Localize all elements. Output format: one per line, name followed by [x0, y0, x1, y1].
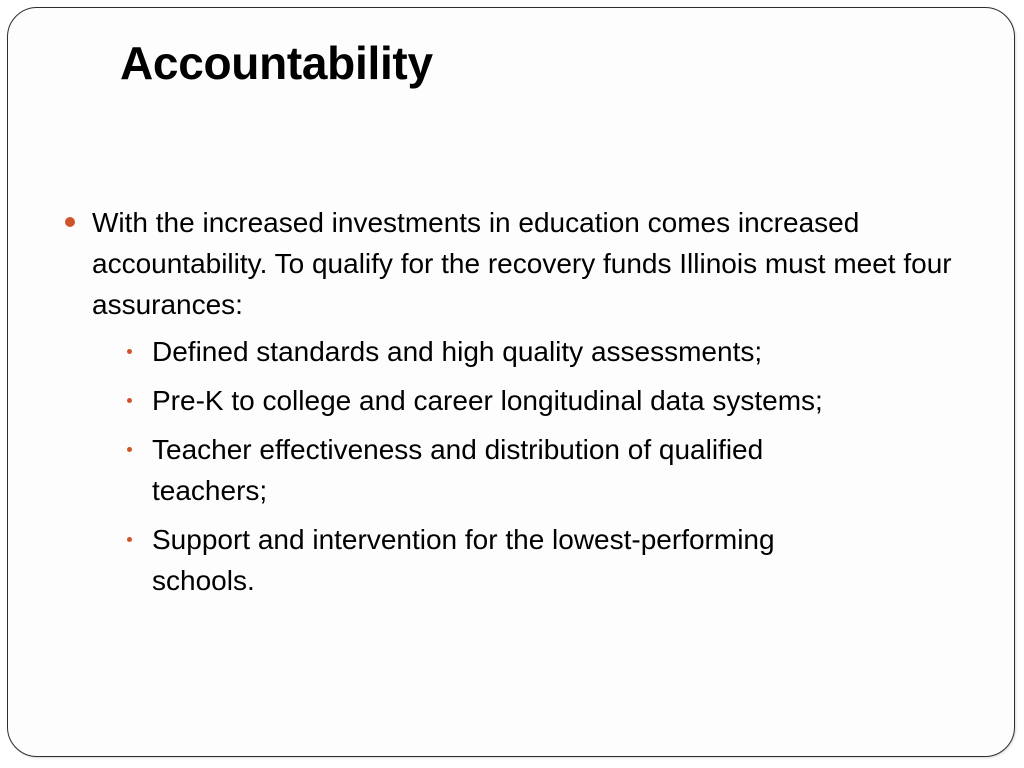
assurance-list: [92, 331, 964, 601]
assurance-text: Teacher effectiveness and distribution of qualified teachers;: [152, 434, 764, 506]
bullet-dot-icon: [65, 217, 75, 227]
sub-bullet-dot-icon: [127, 398, 132, 403]
assurance-item: [124, 380, 872, 421]
sub-bullet-dot-icon: [127, 447, 132, 452]
assurance-item: [124, 331, 872, 372]
assurance-item: [124, 429, 872, 511]
main-bullet-item: [64, 202, 964, 601]
slide-title: Accountability: [120, 37, 433, 89]
assurance-text: Support and intervention for the lowest-performing schools.: [152, 524, 775, 596]
sub-bullet-dot-icon: [127, 537, 132, 542]
bullet-list: [64, 202, 964, 609]
assurance-text: Defined standards and high quality assessments;: [152, 336, 763, 367]
main-bullet-text: With the increased investments in education comes increased accountability. To qualify for the recovery funds Illinois must meet four assurances:: [92, 207, 952, 320]
slide-frame: [7, 7, 1015, 757]
assurance-item: [124, 519, 872, 601]
sub-bullet-dot-icon: [127, 349, 132, 354]
assurance-text: Pre-K to college and career longitudinal data systems;: [152, 385, 823, 416]
